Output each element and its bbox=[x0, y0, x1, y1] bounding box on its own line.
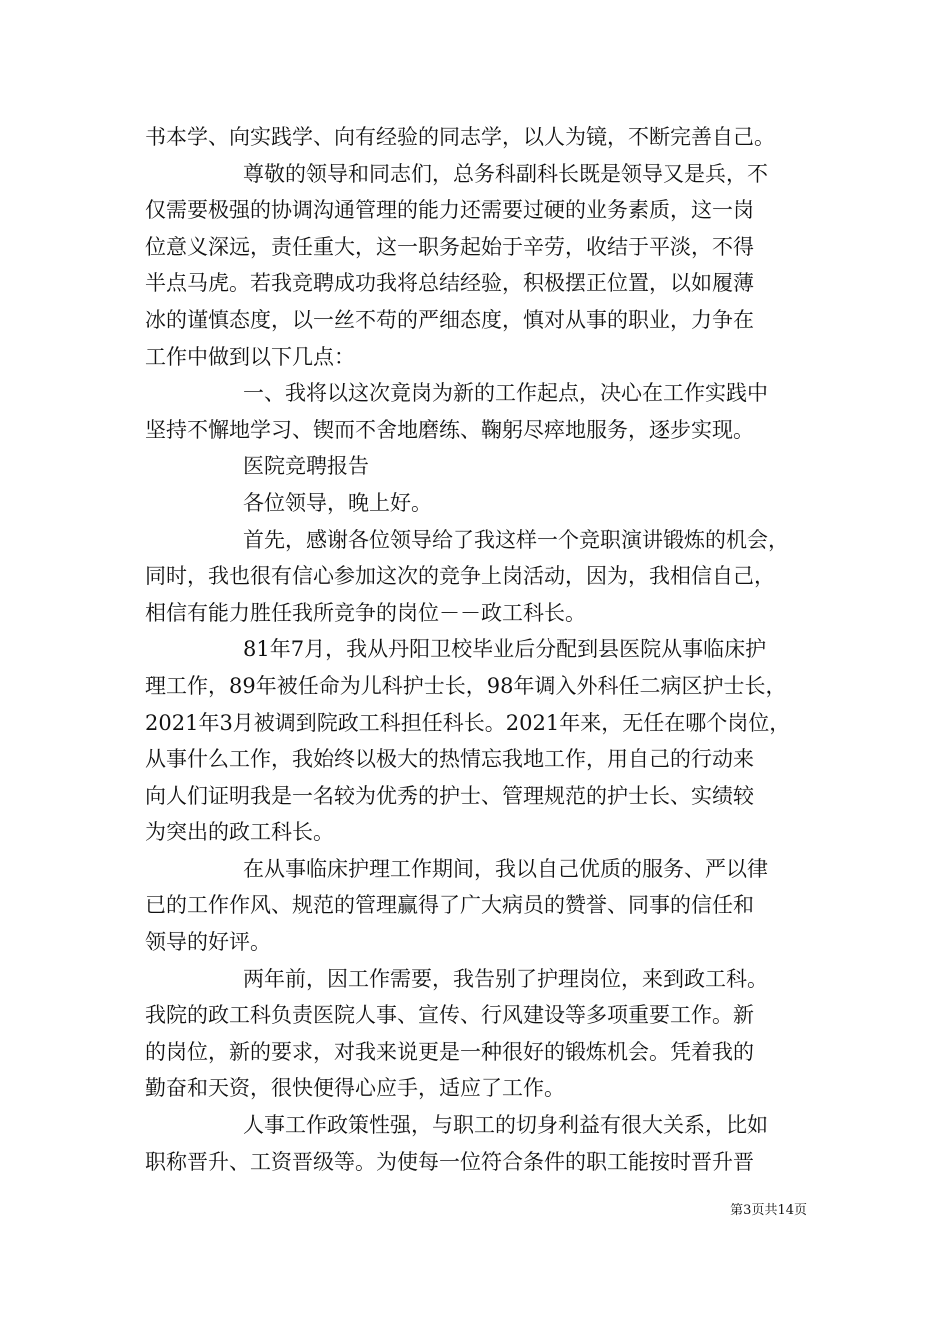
document-body bbox=[145, 119, 810, 1180]
text-line: 书本学、向实践学、向有经验的同志学，以人为镜，不断完善自己。 bbox=[145, 125, 775, 149]
text-line: 位意义深远，责任重大，这一职务起始于辛劳，收结于平淡，不得 bbox=[145, 234, 754, 259]
text-line: 一、我将以这次竟岗为新的工作起点，决心在工作实践中 bbox=[243, 381, 768, 406]
text-line: 的岗位，新的要求，对我来说更是一种很好的锻炼机会。凭着我的 bbox=[145, 1039, 754, 1064]
text-line: 理工作，89年被任命为儿科护士长，98年调入外科任二病区护士长， bbox=[145, 673, 787, 698]
text-line: 坚持不懈地学习、锲而不舍地磨练、鞠躬尽瘁地服务，逐步实现。 bbox=[145, 417, 754, 442]
text-line: 医院竞聘报告 bbox=[243, 454, 369, 479]
text-line: 冰的谨慎态度，以一丝不苟的严细态度，慎对从事的职业，力争在 bbox=[145, 307, 754, 332]
text-line: 我院的政工科负责医院人事、宣传、行风建设等多项重要工作。新 bbox=[145, 1003, 754, 1028]
text-line: 两年前，因工作需要，我告别了护理岗位，来到政工科。 bbox=[243, 966, 768, 991]
text-line: 2021年3月被调到院政工科担任科长。2021年来，无任在哪个岗位， bbox=[145, 710, 791, 735]
text-line: 在从事临床护理工作期间，我以自己优质的服务、严以律 bbox=[243, 856, 768, 881]
text-line: 各位领导，晚上好。 bbox=[243, 490, 432, 515]
text-line: 半点马虎。若我竞聘成功我将总结经验，积极摆正位置，以如履薄 bbox=[145, 271, 754, 296]
text-line: 向人们证明我是一名较为优秀的护士、管理规范的护士长、实绩较 bbox=[145, 783, 754, 808]
text-line: 人事工作政策性强，与职工的切身利益有很大关系，比如 bbox=[243, 1113, 768, 1138]
text-line: 81年7月，我从丹阳卫校毕业后分配到县医院从事临床护 bbox=[243, 637, 767, 662]
text-line: 为突出的政工科长。 bbox=[145, 820, 334, 845]
text-line: 仅需要极强的协调沟通管理的能力还需要过硬的业务素质，这一岗 bbox=[145, 198, 754, 223]
text-line: 领导的好评。 bbox=[145, 930, 271, 955]
text-line: 职称晋升、工资晋级等。为使每一位符合条件的职工能按时晋升晋 bbox=[145, 1149, 754, 1174]
text-line: 首先，感谢各位领导给了我这样一个竞职演讲锻炼的机会， bbox=[243, 527, 789, 552]
page-number: 第3页共14页 bbox=[730, 1203, 807, 1218]
text-line: 相信有能力胜任我所竞争的岗位－－政工科长。 bbox=[145, 600, 586, 625]
text-line: 从事什么工作，我始终以极大的热情忘我地工作，用自己的行动来 bbox=[145, 747, 754, 772]
text-line: 已的工作作风、规范的管理赢得了广大病员的赞誉、同事的信任和 bbox=[145, 893, 754, 918]
text-line: 工作中做到以下几点： bbox=[145, 344, 355, 369]
text-line: 尊敬的领导和同志们，总务科副科长既是领导又是兵，不 bbox=[243, 161, 768, 186]
text-line: 勤奋和天资，很快便得心应手，适应了工作。 bbox=[145, 1076, 565, 1101]
text-line: 同时，我也很有信心参加这次的竞争上岗活动，因为，我相信自己， bbox=[145, 564, 775, 589]
